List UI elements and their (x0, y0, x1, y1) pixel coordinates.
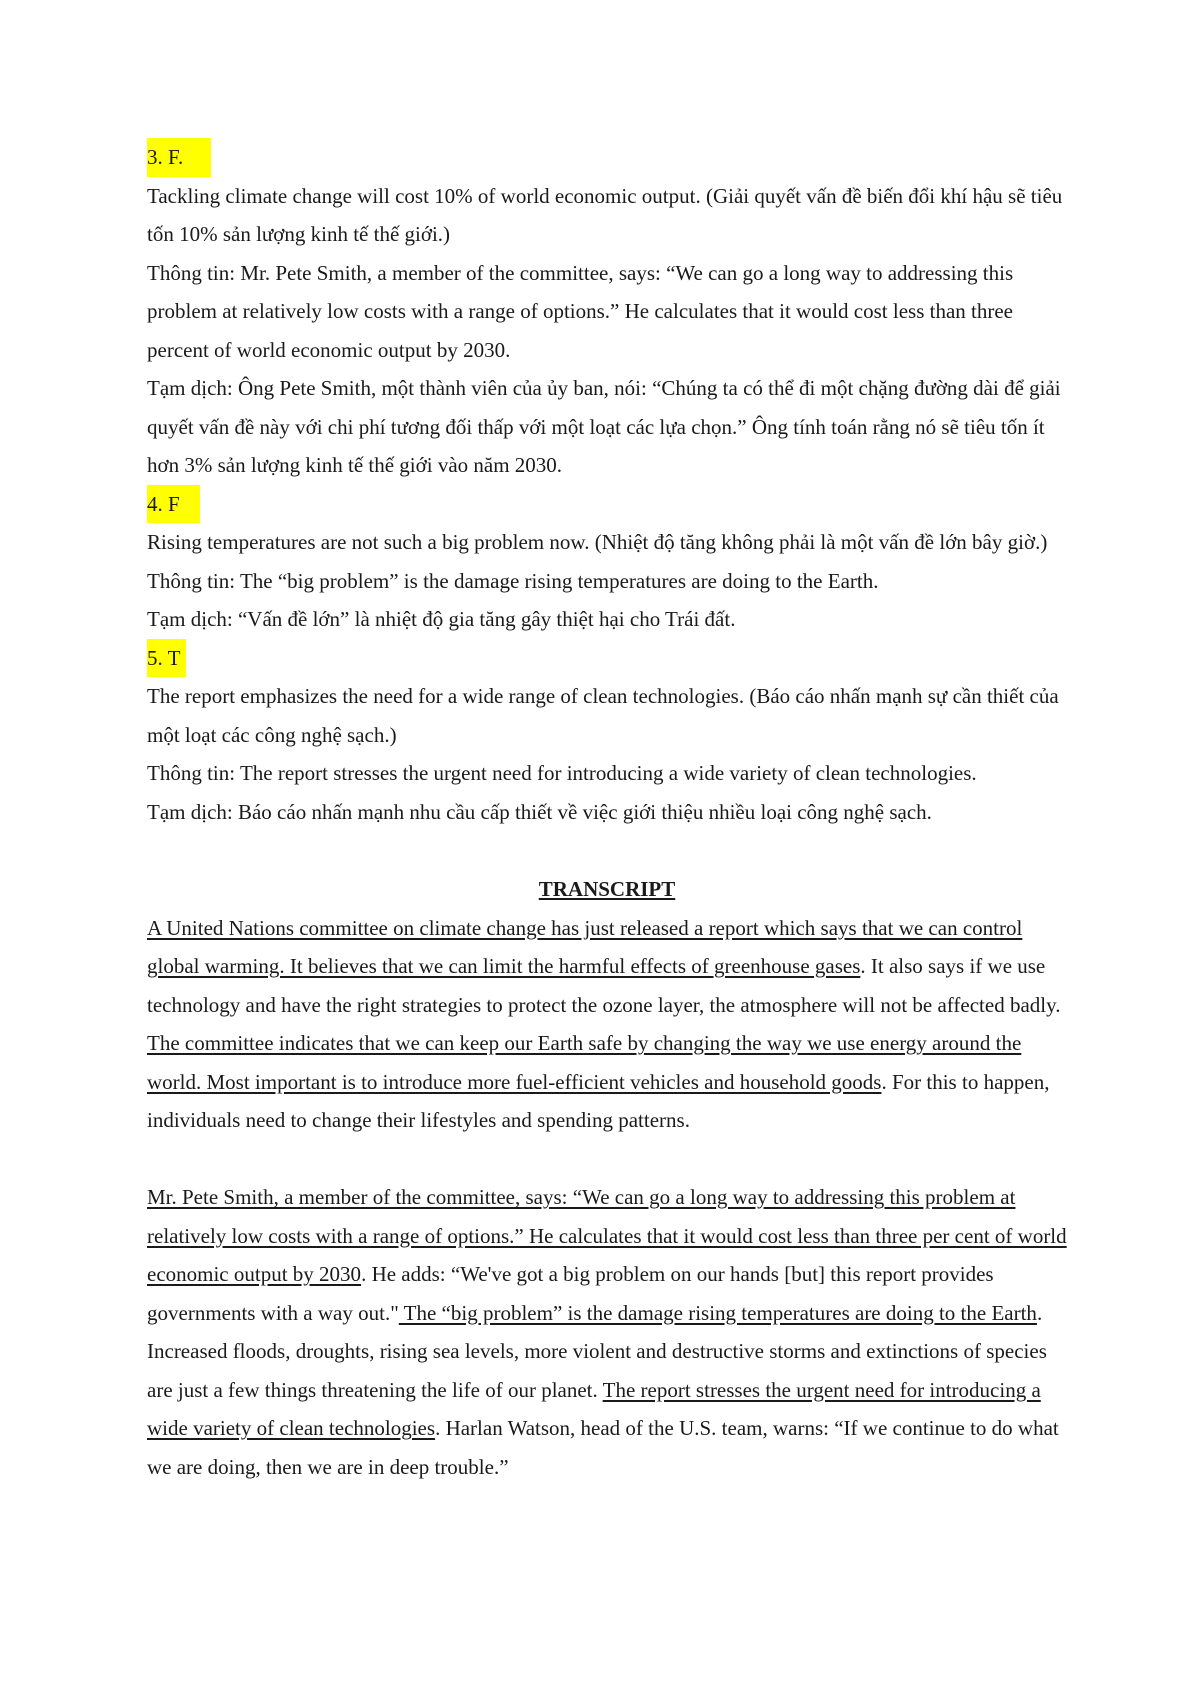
document-page (147, 138, 1067, 1486)
answer-4-info: Thông tin: The “big problem” is the damage rising temperatures are doing to the Earth. (147, 568, 879, 593)
answer-5-translation: Tạm dịch: Báo cáo nhấn mạnh nhu cầu cấp thiết về việc giới thiệu nhiều loại công nghệ sạch. (147, 799, 932, 824)
paragraph-gap (147, 1140, 1067, 1179)
answer-4-label (147, 485, 1067, 524)
answer-3-info: Thông tin: Mr. Pete Smith, a member of the committee, says: “We can go a long way to addressing this problem at relatively low costs with a range of options.” He calculates that it would cost less than three percent of world economic output by 2030. (147, 260, 1014, 362)
transcript-paragraph-2 (147, 1178, 1067, 1486)
answer-4-statement: Rising temperatures are not such a big problem now. (Nhiệt độ tăng không phải là một vấn đề lớn bây giờ.) (147, 530, 1048, 554)
answer-3-statement: Tackling climate change will cost 10% of world economic output. (Giải quyết vấn đề biến đổi khí hậu sẽ tiêu tốn 10% sản lượng kinh tế thế giới.) (147, 183, 1063, 246)
answer-3-label (147, 138, 1067, 177)
transcript-title: TRANSCRIPT (538, 877, 676, 901)
answer-4-translation: Tạm dịch: “Vấn đề lớn” là nhiệt độ gia tăng gây thiệt hại cho Trái đất. (147, 607, 736, 631)
plain-text: . He adds: “We've got a big problem on our hands [but] this report provides governments with a way out." (147, 1262, 994, 1325)
plain-text: . It also says if we use technology and have the right strategies to protect the ozone layer, the atmosphere will not be affected badly. (147, 954, 1061, 1017)
underlined-text: A United Nations committee on climate change has just released a report which says that we can control global warming. It believes that we can limit the harmful effects of greenhouse gases (147, 915, 1023, 978)
answer-5-statement: The report emphasizes the need for a wide range of clean technologies. (Báo cáo nhấn mạnh sự cần thiết của một loạt các công nghệ sạch.) (147, 684, 1059, 747)
plain-text: . Increased floods, droughts, rising sea levels, more violent and destructive storms and extinctions of species are just a few things threatening the life of our planet. (147, 1300, 1047, 1402)
highlight-label: 5. T (147, 639, 186, 678)
underlined-text: The “big problem” is the damage rising temperatures are doing to the Earth (398, 1300, 1037, 1325)
highlight-label: 4. F (147, 485, 200, 524)
transcript-paragraph-1 (147, 909, 1067, 1140)
plain-text: . For this to happen, individuals need to change their lifestyles and spending patterns. (147, 1069, 1050, 1132)
answer-5-label (147, 639, 1067, 678)
underlined-text: The committee indicates that we can keep our Earth safe by changing the way we use energy around the world. Most important is to introduce more fuel-efficient vehicles and household goods (147, 1031, 1022, 1094)
underlined-text: The report stresses the urgent need for introducing a wide variety of clean technologies (147, 1377, 1041, 1440)
plain-text: . Harlan Watson, head of the U.S. team, warns: “If we continue to do what we are doing, then we are in deep trouble.” (147, 1416, 1059, 1479)
answer-5-info: Thông tin: The report stresses the urgent need for introducing a wide variety of clean technologies. (147, 761, 977, 785)
answer-3-translation: Tạm dịch: Ông Pete Smith, một thành viên của ủy ban, nói: “Chúng ta có thể đi một chặng đường dài để giải quyết vấn đề này với chi phí tương đối thấp với một loạt các lựa chọn.” Ông tính toán rằng nó sẽ tiêu tốn ít hơn 3% sản lượng kinh tế thế giới vào năm 2030. (147, 376, 1061, 477)
underlined-text: Mr. Pete Smith, a member of the committee, says: “We can go a long way to addressing this problem at relatively low costs with a range of options.” He calculates that it would cost less than three per cent of world economic output by 2030 (147, 1185, 1067, 1286)
highlight-label: 3. F. (147, 138, 211, 177)
